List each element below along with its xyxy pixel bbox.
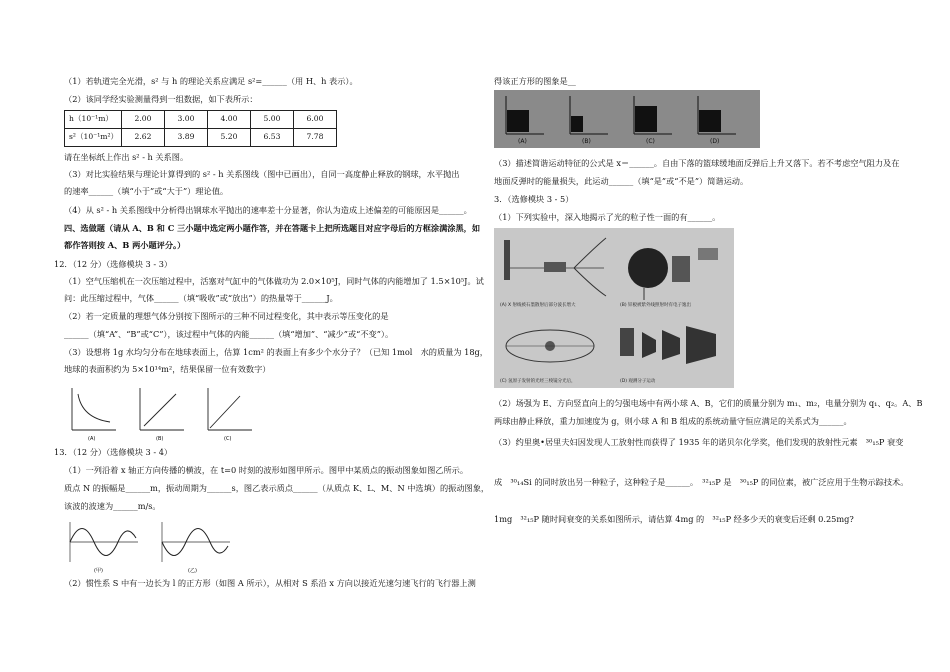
r-q3-c: 1mg ³²₁₅P 随时间衰变的关系如图所示，请估算 4mg 的 ³²₁₅P 经多少天的衰变后还剩 0.25mg? — [494, 514, 854, 524]
option-c-graph — [634, 96, 672, 145]
question-12-title: 12．（12 分）（选修模块 3 - 3） — [54, 259, 173, 269]
wave-graph-2 — [162, 522, 230, 574]
table-cell: 2.62 — [122, 129, 165, 147]
option-label: (B) — [582, 138, 591, 145]
graph-c-label: (C) — [224, 436, 232, 442]
table-header-s: s²（10⁻¹m²） — [65, 129, 122, 147]
q-part4: （4）从 s² - h 关系图线中分析得出钢球水平抛出的速率差十分显著，你认为造成上述偏差的可能原因是______。 — [64, 205, 472, 215]
q-part3-b: 的速率______（填“小于”或“大于”）理论值。 — [64, 186, 229, 196]
q13-part1-a: （1）一列沿着 x 轴正方向传播的横波，在 t=0 时刻的波形如图甲所示。图甲中某质点的振动图象如图乙所示。 — [64, 465, 469, 475]
table-cell: 2.00 — [122, 111, 165, 129]
option-label: (A) — [518, 138, 527, 145]
option-d-graph — [698, 96, 736, 145]
option-label: (C) — [646, 138, 655, 145]
wave-graph-1 — [70, 522, 138, 574]
caption-d: (D) 观测分子运动 — [620, 379, 656, 384]
experiments-photo — [494, 228, 734, 388]
r-q1: （1）下列实验中，深入地揭示了光的粒子性一面的有______。 — [494, 212, 721, 222]
graph-b-label: (B) — [156, 436, 164, 442]
gas-process-graphs — [64, 382, 274, 442]
table-cell: 7.78 — [294, 129, 337, 147]
table-row — [65, 129, 337, 147]
table-cell: 6.00 — [294, 111, 337, 129]
wave-graph-2-label: (乙) — [188, 568, 197, 574]
option-a-graph — [506, 96, 544, 145]
caption-b: (B) 锌板被紫外线照射时有电子逸出 — [620, 303, 692, 308]
q-part2: （2）该同学经实验测量得到一组数据，如下表所示： — [64, 94, 258, 104]
table-cell: 6.53 — [251, 129, 294, 147]
r-part3-b: 地面反弹时的能量损失，此运动______（填“是”或“不是”）简谐运动。 — [494, 176, 749, 186]
table-cell: 5.20 — [208, 129, 251, 147]
q13-part1-c: 该波的波速为______m/s。 — [64, 501, 161, 511]
table-cell: 5.00 — [251, 111, 294, 129]
q12-part2-b: ______（填“A”、“B”或“C”），该过程中气体的内能______（填“增加”、“减少”或“不变”）。 — [64, 329, 394, 339]
q12-part3-a: （3）设想将 1g 水均匀分布在地球表面上，估算 1cm² 的表面上有多少个水分子？（已知 1mol 水的质量为 18g， — [64, 347, 488, 357]
q12-part1-a: （1）空气压缩机在一次压缩过程中，活塞对气缸中的气体做功为 2.0×10⁵J，同时气体的内能增加了 1.5×10⁵J。试 — [64, 276, 484, 286]
r-answer-line: 得该正方形的图象是__ — [494, 76, 576, 86]
q-part3-a: （3）对比实验结果与理论计算得到的 s² - h 关系图线（图中已画出），自同一高度静止释放的钢球，水平抛出 — [64, 169, 460, 179]
q13-part1-b: 质点 N 的振幅是______m，振动周期为______s，图乙表示质点______（从质点 K、L、M、N 中选填）的振动图象， — [64, 483, 490, 493]
q13-part2: （2）惯性系 S 中有一边长为 l 的正方形（如图 A 所示），从相对 S 系沿 x 方向以接近光速匀速飞行的飞行器上测 — [64, 578, 476, 588]
table-cell: 3.89 — [165, 129, 208, 147]
table-row — [65, 111, 337, 129]
table-cell: 4.00 — [208, 111, 251, 129]
graph-b — [140, 388, 184, 442]
wave-graph-1-label: (甲) — [94, 568, 103, 574]
wave-graphs — [64, 518, 244, 574]
question-13-title: 13．（12 分）（选修模块 3 - 4） — [54, 447, 173, 457]
r-q3-b: 成 ³⁰₁₄Si 的同时放出另一种粒子，这种粒子是______。 ³²₁₅P 是 ³⁰₁₅P 的同位素，被广泛应用于生物示踪技术。 — [494, 477, 909, 487]
graph-a — [72, 388, 116, 442]
graph-a-label: (A) — [88, 436, 96, 442]
q12-part3-b: 地球的表面积约为 5×10¹⁴m²，结果保留一位有效数字） — [64, 364, 271, 374]
caption-c: (C) 氢原子发射的光经三棱镜分光后， — [500, 379, 576, 384]
square-options-figure — [494, 90, 760, 148]
r-q2-b: 两球由静止释放，重力加速度为 g，则小球 A 和 B 组成的系统动量守恒应满足的关系式为______。 — [494, 416, 852, 426]
q12-part1-b: 问：此压缩过程中，气体______（填“吸收”或“放出”）的热量等于______J。 — [64, 293, 338, 303]
data-table — [64, 110, 337, 147]
table-header-h: h（10⁻¹m） — [65, 111, 122, 129]
graph-c — [208, 388, 252, 442]
section-heading: 四、选做题（请从 A、B 和 C 三小题中选定两小题作答，并在答题卡上把所选题目对应字母后的方框涂满涂黑，如 — [64, 223, 481, 233]
option-b-graph — [570, 96, 608, 145]
section-heading-cont: 都作答则按 A、B 两小题评分。） — [64, 240, 186, 250]
table-cell: 3.00 — [165, 111, 208, 129]
r-q3-a: （3）约里奥•居里夫妇因发现人工放射性而获得了 1935 年的诺贝尔化学奖，他们发现的放射性元素 ³⁰₁₅P 衰变 — [494, 437, 904, 447]
r-module-title: 3．（选修模块 3 - 5） — [494, 194, 574, 204]
q-part1: （1）若轨道完全光滑，s² 与 h 的理论关系应满足 s²=______（用 H、h 表示）。 — [64, 76, 358, 86]
option-label: (D) — [710, 138, 720, 145]
q12-part2-a: （2）若一定质量的理想气体分别按下图所示的三种不同过程变化，其中表示等压变化的是 — [64, 311, 389, 321]
r-q2-a: （2）场强为 E、方向竖直向上的匀强电场中有两小球 A、B，它们的质量分别为 m₁、m₂，电量分别为 q₁、q₂。A、B — [494, 398, 923, 408]
caption-a: (A) X 射线被石墨散射后部分波长增大 — [500, 303, 576, 308]
r-part3-a: （3）描述简谐运动特征的公式是 x＝______。自由下落的篮球缓地面反弹后上升又落下。若不考虑空气阻力及在 — [494, 158, 900, 168]
q-plot-instruction: 请在坐标纸上作出 s² - h 关系图。 — [64, 152, 189, 162]
